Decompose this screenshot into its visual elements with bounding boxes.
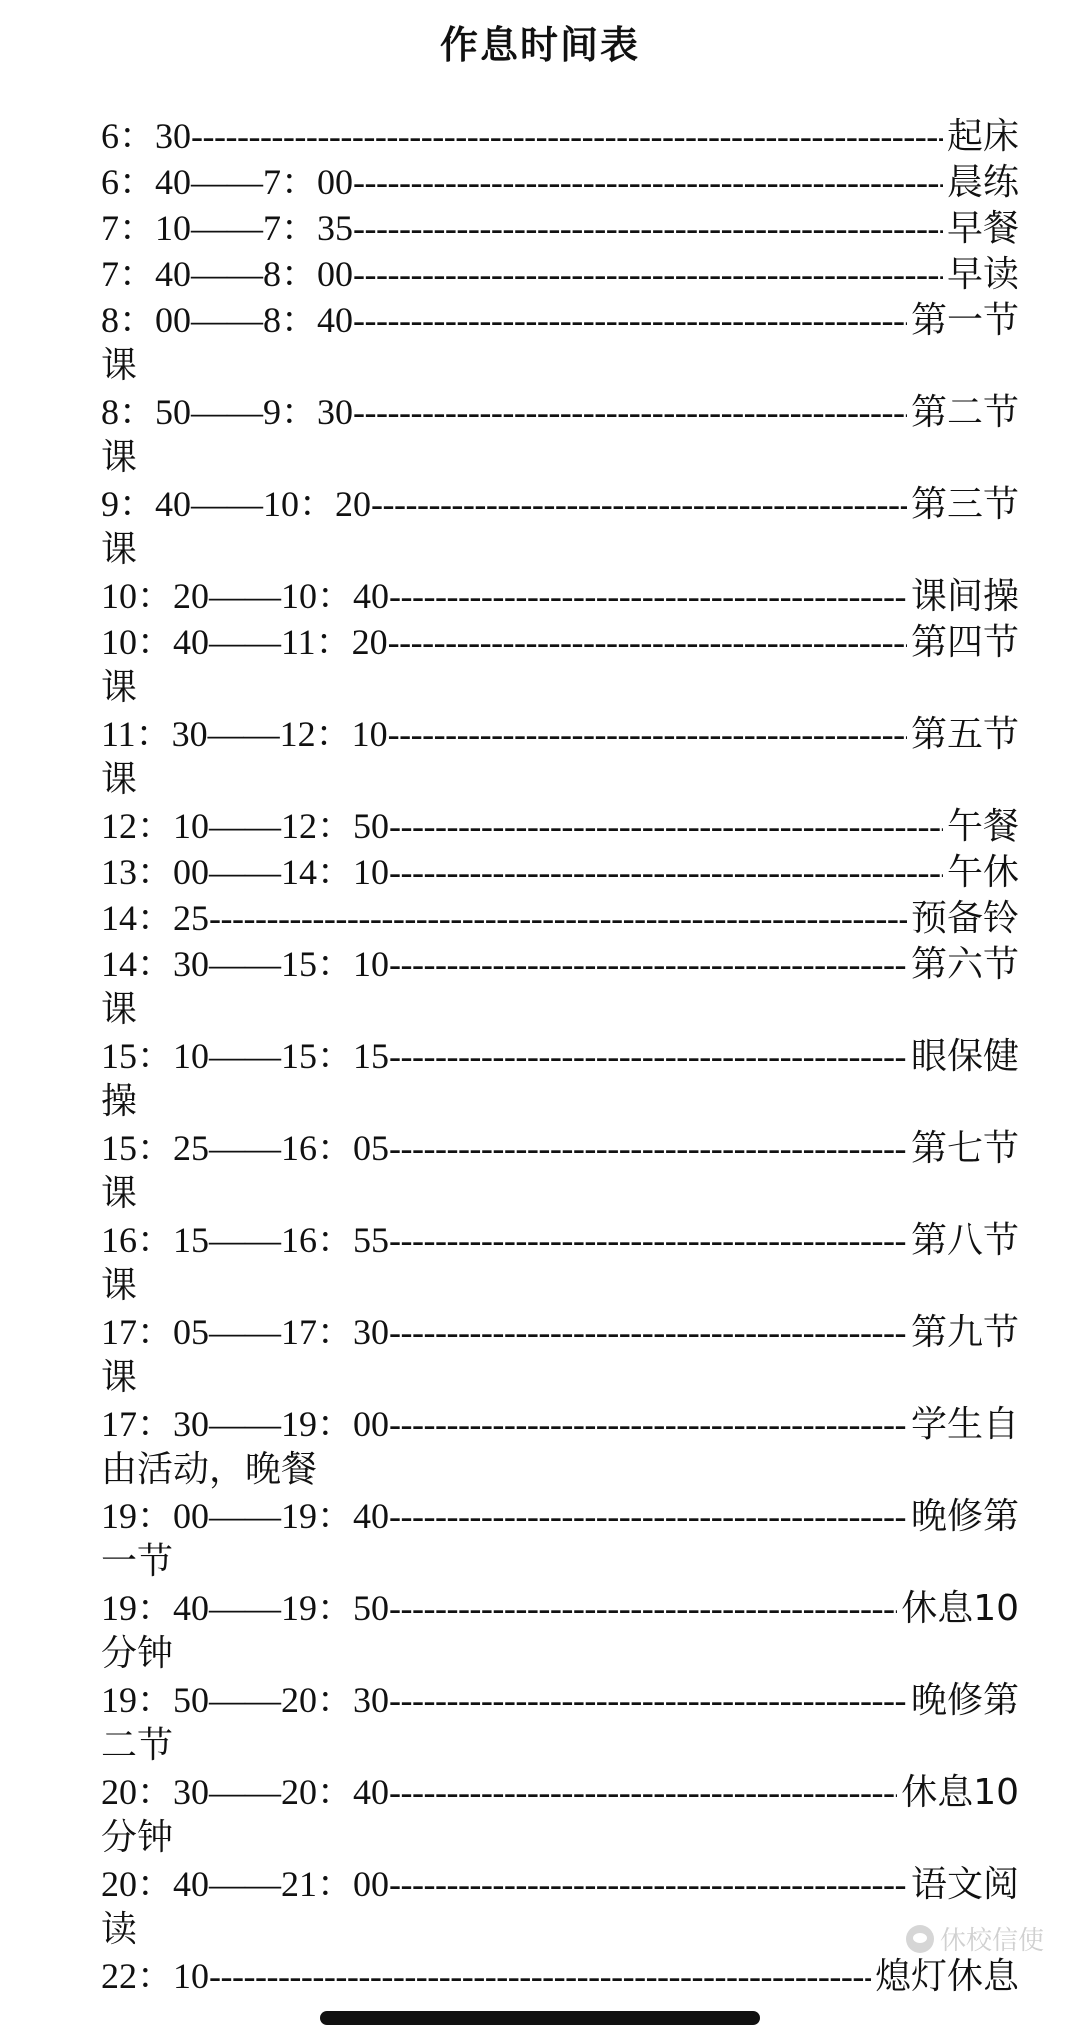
schedule-row bbox=[101, 205, 1019, 251]
activity-continuation: 课 bbox=[101, 345, 138, 386]
dash-leader bbox=[389, 573, 907, 619]
time-range: 7：40——8：00 bbox=[101, 254, 354, 294]
dash-leader bbox=[209, 895, 907, 941]
dash-leader bbox=[389, 1309, 907, 1355]
time-range: 9：40——10：20 bbox=[101, 484, 372, 524]
dash-leader bbox=[389, 1769, 897, 1815]
dash-leader bbox=[353, 389, 907, 435]
schedule-row bbox=[101, 941, 1019, 987]
schedule-row bbox=[101, 1309, 1019, 1355]
schedule-row bbox=[101, 1953, 1019, 1999]
schedule-row bbox=[101, 573, 1019, 619]
dash-leader bbox=[389, 941, 907, 987]
activity-label: 晚修第 bbox=[910, 1496, 1019, 1537]
time-range: 6：40——7：00 bbox=[101, 162, 354, 202]
activity-label: 第八节 bbox=[910, 1220, 1019, 1261]
activity-label: 第七节 bbox=[910, 1128, 1019, 1169]
time-range: 19：40——19：50 bbox=[101, 1588, 390, 1628]
activity-label: 第一节 bbox=[910, 300, 1019, 341]
watermark-text: 休校信使 bbox=[939, 1926, 1044, 1956]
activity-continuation: 课 bbox=[101, 1173, 138, 1214]
time-range: 22：10 bbox=[101, 1956, 210, 1996]
activity-continuation: 课 bbox=[101, 989, 138, 1030]
dash-leader bbox=[353, 205, 943, 251]
activity-label: 起床 bbox=[946, 116, 1019, 157]
time-range: 7：10——7：35 bbox=[101, 208, 354, 248]
activity-continuation: 由活动，晚餐 bbox=[101, 1449, 318, 1490]
activity-continuation: 一节 bbox=[101, 1541, 174, 1582]
time-range: 10：20——10：40 bbox=[101, 576, 390, 616]
activity-label: 第五节 bbox=[910, 714, 1019, 755]
activity-label: 午餐 bbox=[946, 806, 1019, 847]
activity-continuation: 课 bbox=[101, 759, 138, 800]
activity-continuation: 操 bbox=[101, 1081, 138, 1122]
dash-leader bbox=[389, 803, 943, 849]
dash-leader bbox=[353, 297, 907, 343]
schedule-row bbox=[101, 113, 1019, 159]
activity-continuation: 课 bbox=[101, 437, 138, 478]
time-range: 19：50——20：30 bbox=[101, 1680, 390, 1720]
time-range: 17：30——19：00 bbox=[101, 1404, 390, 1444]
page-title: 作息时间表 bbox=[439, 23, 640, 67]
activity-label: 早餐 bbox=[946, 208, 1019, 249]
activity-continuation: 分钟 bbox=[101, 1817, 174, 1858]
time-range: 6：30 bbox=[101, 116, 192, 156]
time-range: 19：00——19：40 bbox=[101, 1496, 390, 1536]
schedule-row bbox=[101, 1769, 1019, 1815]
watermark bbox=[906, 1920, 1044, 1957]
time-range: 14：30——15：10 bbox=[101, 944, 390, 984]
dash-leader bbox=[389, 849, 943, 895]
schedule-row bbox=[101, 481, 1019, 527]
activity-label: 晚修第 bbox=[910, 1680, 1019, 1721]
schedule-list bbox=[101, 113, 1019, 1999]
time-range: 13：00——14：10 bbox=[101, 852, 390, 892]
schedule-row bbox=[101, 1033, 1019, 1079]
time-range: 16：15——16：55 bbox=[101, 1220, 390, 1260]
dash-leader bbox=[389, 1493, 907, 1539]
time-range: 15：25——16：05 bbox=[101, 1128, 390, 1168]
schedule-row bbox=[101, 1493, 1019, 1539]
activity-continuation: 读 bbox=[101, 1909, 138, 1950]
time-range: 15：10——15：15 bbox=[101, 1036, 390, 1076]
schedule-row bbox=[101, 1217, 1019, 1263]
activity-label: 休息10 bbox=[901, 1772, 1019, 1813]
schedule-row bbox=[101, 1585, 1019, 1631]
schedule-row bbox=[101, 849, 1019, 895]
activity-label: 课间操 bbox=[910, 576, 1019, 617]
dash-leader bbox=[209, 1953, 871, 1999]
activity-label: 熄灯休息 bbox=[874, 1956, 1019, 1997]
home-indicator[interactable] bbox=[320, 2011, 760, 2025]
activity-label: 第九节 bbox=[910, 1312, 1019, 1353]
activity-label: 晨练 bbox=[946, 162, 1019, 203]
dash-leader bbox=[353, 159, 943, 205]
time-range: 20：30——20：40 bbox=[101, 1772, 390, 1812]
activity-label: 午休 bbox=[946, 852, 1019, 893]
dash-leader bbox=[389, 1861, 907, 1907]
dash-leader bbox=[191, 113, 943, 159]
activity-continuation: 二节 bbox=[101, 1725, 174, 1766]
dash-leader bbox=[371, 481, 907, 527]
time-range: 12：10——12：50 bbox=[101, 806, 390, 846]
schedule-row bbox=[101, 1401, 1019, 1447]
dash-leader bbox=[389, 1217, 907, 1263]
activity-continuation: 课 bbox=[101, 1265, 138, 1306]
activity-continuation: 课 bbox=[101, 529, 138, 570]
time-range: 10：40——11：20 bbox=[101, 622, 388, 662]
schedule-row bbox=[101, 1861, 1019, 1907]
dash-leader bbox=[389, 1033, 907, 1079]
dash-leader bbox=[389, 1677, 907, 1723]
activity-label: 眼保健 bbox=[910, 1036, 1019, 1077]
schedule-row bbox=[101, 389, 1019, 435]
activity-continuation: 课 bbox=[101, 667, 138, 708]
activity-label: 学生自 bbox=[910, 1404, 1019, 1445]
time-range: 17：05——17：30 bbox=[101, 1312, 390, 1352]
activity-label: 早读 bbox=[946, 254, 1019, 295]
activity-label: 休息10 bbox=[901, 1588, 1019, 1629]
schedule-row bbox=[101, 297, 1019, 343]
schedule-row bbox=[101, 895, 1019, 941]
dash-leader bbox=[389, 1585, 897, 1631]
dash-leader bbox=[353, 251, 943, 297]
dash-leader bbox=[389, 1125, 907, 1171]
schedule-row bbox=[101, 1125, 1019, 1171]
schedule-row bbox=[101, 711, 1019, 757]
time-range: 8：00——8：40 bbox=[101, 300, 354, 340]
time-range: 14：25 bbox=[101, 898, 210, 938]
time-range: 11：30——12：10 bbox=[101, 714, 388, 754]
time-range: 20：40——21：00 bbox=[101, 1864, 390, 1904]
activity-label: 第三节 bbox=[910, 484, 1019, 525]
dash-leader bbox=[389, 1401, 907, 1447]
schedule-row bbox=[101, 251, 1019, 297]
schedule-row bbox=[101, 1677, 1019, 1723]
activity-continuation: 分钟 bbox=[101, 1633, 174, 1674]
time-range: 8：50——9：30 bbox=[101, 392, 354, 432]
schedule-row bbox=[101, 159, 1019, 205]
activity-label: 第六节 bbox=[910, 944, 1019, 985]
activity-label: 预备铃 bbox=[910, 898, 1019, 939]
activity-label: 第四节 bbox=[910, 622, 1019, 663]
activity-continuation: 课 bbox=[101, 1357, 138, 1398]
dash-leader bbox=[388, 711, 907, 757]
schedule-row bbox=[101, 619, 1019, 665]
schedule-row bbox=[101, 803, 1019, 849]
wechat-icon bbox=[906, 1925, 934, 1953]
dash-leader bbox=[388, 619, 907, 665]
activity-label: 第二节 bbox=[910, 392, 1019, 433]
activity-label: 语文阅 bbox=[910, 1864, 1019, 1905]
